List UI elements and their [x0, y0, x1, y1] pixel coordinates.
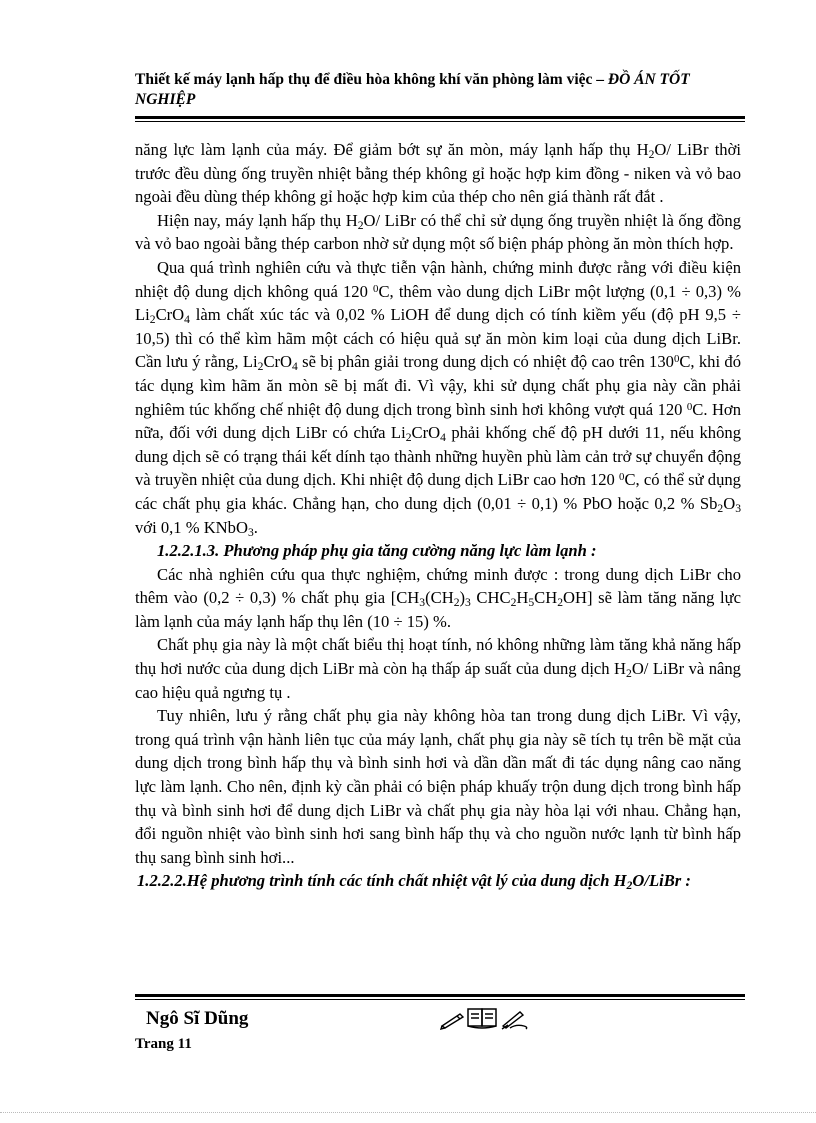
author-name: Ngô Sĩ Dũng [146, 1008, 249, 1029]
paragraph-5: Chất phụ gia này là một chất biểu thị hoạt tính, nó không những làm tăng khả năng hấp thụ hơi nước của dung dịch LiBr mà còn hạ thấp áp suất của dung dịch $H_2O/$ LiBr và nâng cao hiệu quả ngưng tụ . [135, 635, 741, 702]
footer-rule [135, 994, 745, 997]
paragraph-3: Qua quá trình nghiên cứu và thực tiễn vận hành, chứng minh được rằng với điều kiện nhiệt độ dung dịch không quá 120 $^0$C, thêm vào dung dịch LiBr một lượng (0,1 ÷ 0,3) % $Li_2CrO_4$ làm chất xúc tác và 0,02 % LiOH để dung dịch có tính kiềm yếu (độ pH 9,5 ÷ 10,5) thì có thể kìm hãm một cách có hiệu quả sự ăn mòn kim loại của dung dịch LiBr. Cần lưu ý rằng, $Li_2CrO_4$ sẽ bị phân giải trong dung dịch có nhiệt độ cao trên $130^0C$, khi đó tác dụng kìm hãm ăn mòn sẽ bị mất đi. Vì vậy, khi sử dụng chất phụ gia này cần phải nghiêm túc khống chế nhiệt độ dung dịch trong bình sinh hơi không vượt quá 120 $^0$C. Hơn nữa, đối với dung dịch LiBr có chứa $Li_2CrO_4$ phải khống chế độ pH dưới 11, nếu không dung dịch sẽ có trạng thái kết dính tạo thành những huyền phù làm cản trở sự chuyển động và truyền nhiệt của dung dịch. Khi nhiệt độ dung dịch LiBr cao hơn 120 $^0$C, có thể sử dụng các chất phụ gia khác. Chẳng hạn, cho dung dịch (0,01 ÷ 0,1) % PbO hoặc 0,2 % $Sb_2O_3$ với 0,1 % KNbO$_3$. [135, 257, 742, 539]
paragraph-6: Tuy nhiên, lưu ý rằng chất phụ gia này không hòa tan trong dung dịch LiBr. Vì vậy, trong quá trình vận hành liên tục của máy lạnh, chất phụ gia này sẽ tích tụ trên bề mặt của dung dịch trong bình hấp thụ và bình sinh hơi và dần dần mất đi tác dụng nâng cao năng lực làm lạnh. Cho nên, định kỳ cần phải có biện pháp khuấy trộn dung dịch trong bình hấp thụ và bình sinh hơi để dung dịch LiBr và chất phụ gia này hòa lại với nhau. Chẳng hạn, đổi nguồn nhiệt vào bình sinh hơi sang bình hấp thụ và cho nguồn nước lạnh từ bình hấp thụ sang bình sinh hơi... [135, 706, 741, 867]
page-body [135, 138, 741, 893]
section-heading-1: 1.2.2.1.3. Phương pháp phụ gia tăng cường năng lực làm lạnh : [157, 541, 597, 561]
header-title: Thiết kế máy lạnh hấp thụ để điều hòa không khí văn phòng làm việc [135, 71, 593, 88]
running-header [135, 70, 745, 110]
paragraph-1: năng lực làm lạnh của máy. Để giảm bớt sự ăn mòn, máy lạnh hấp thụ $H_2O/$ LiBr thời trước đều dùng ống truyền nhiệt bằng thép không gỉ hoặc hợp kim đồng - niken và vỏ bao ngoài đều dùng thép không gỉ hoặc hợp kim của thép cho nên giá thành rất đắt . [135, 140, 741, 207]
section-heading-2: 1.2.2.2.Hệ phương trình tính các tính chất nhiệt vật lý của dung dịch $H_2O$/LiBr : [137, 871, 691, 893]
writing-hand-icon [502, 1012, 527, 1029]
book-icon [468, 1009, 496, 1028]
paragraph-4: Các nhà nghiên cứu qua thực nghiệm, chứng minh được : trong dung dịch LiBr cho thêm vào (0,2 ÷ 0,3) % chất phụ gia [$CH_3(CH_2)_3$ $CHC_2H_5CH_2OH$] sẽ làm tăng năng lực làm lạnh của máy lạnh hấp thụ lên (10 ÷ 15) %. [135, 564, 741, 631]
page-edge [0, 1112, 816, 1113]
footer-rule-thin [135, 999, 745, 1000]
header-rule-thin [135, 121, 745, 122]
header-rule [135, 116, 745, 119]
header-separator: – [592, 71, 608, 88]
footer-ornament [440, 1006, 530, 1030]
header-tag: ĐỒ ÁN TỐT NGHIỆP [135, 71, 690, 108]
pencil-icon [441, 1014, 463, 1029]
paragraph-2: Hiện nay, máy lạnh hấp thụ $H_2O/$ LiBr có thể chỉ sử dụng ống truyền nhiệt là ống đồng và vỏ bao ngoài bằng thép carbon nhờ sử dụng một số biện pháp phòng ăn mòn thích hợp. [135, 210, 742, 254]
page-number: Trang 11 [135, 1036, 192, 1052]
